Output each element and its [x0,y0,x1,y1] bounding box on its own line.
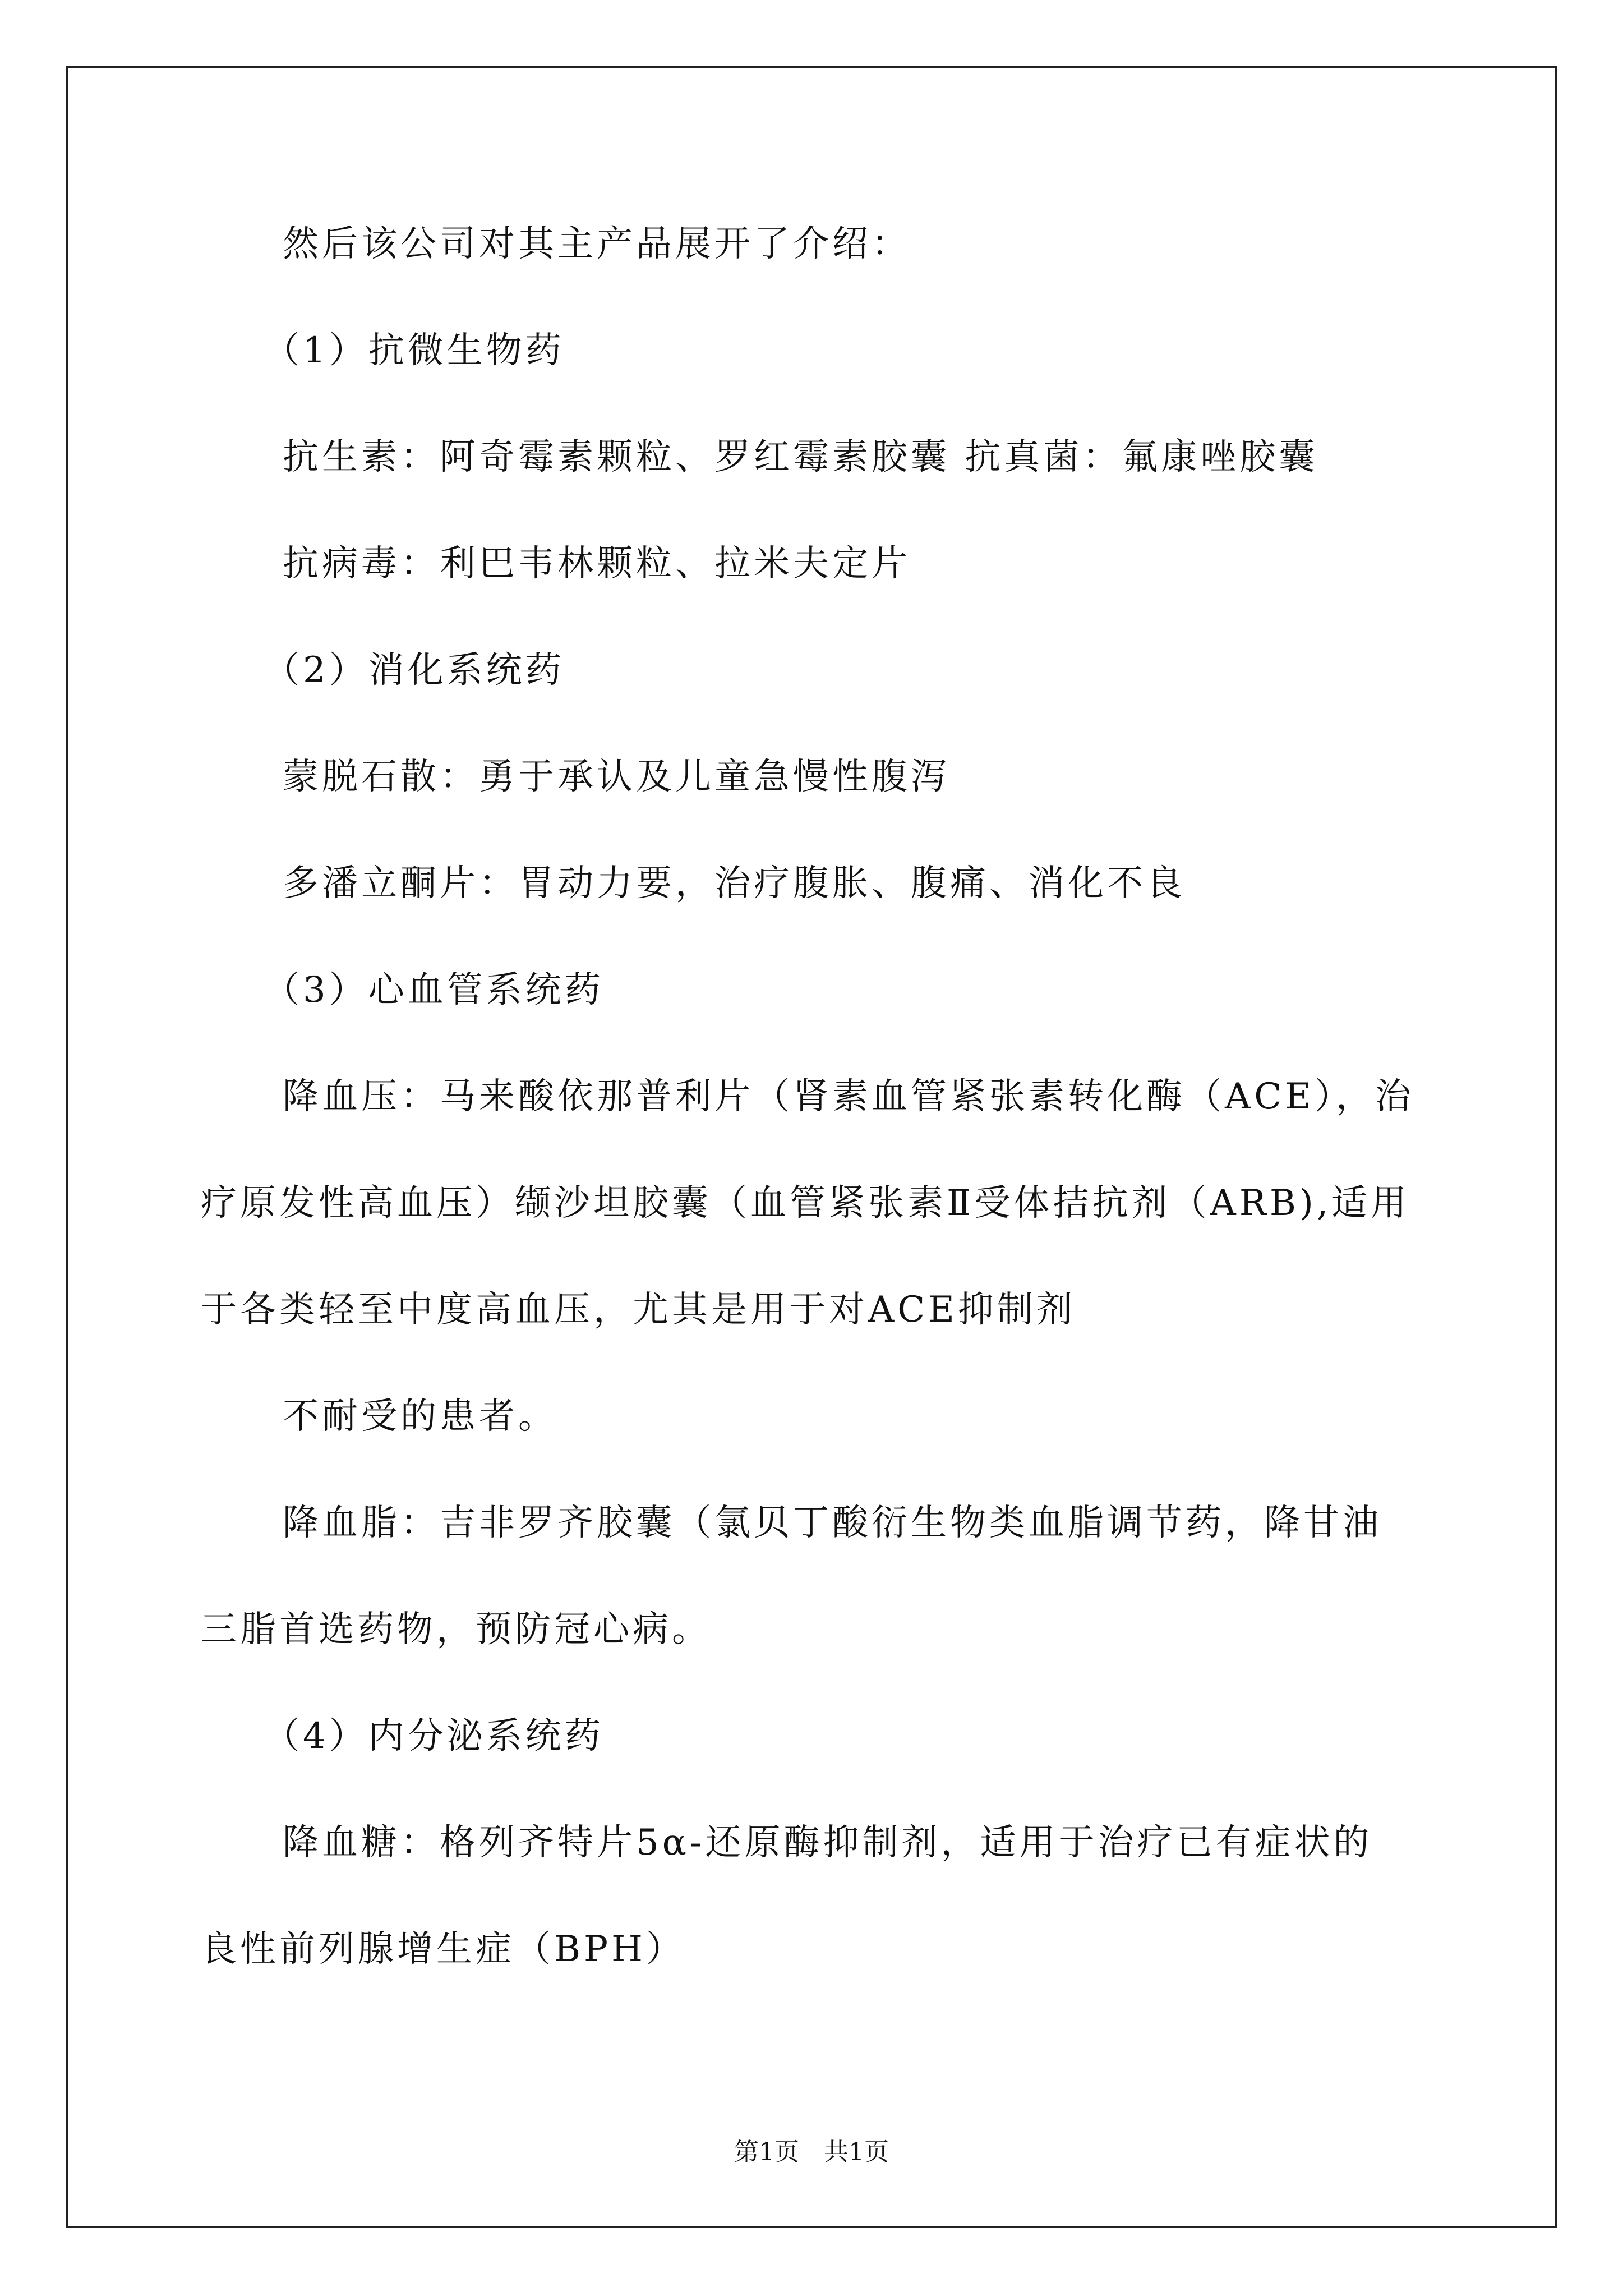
section-heading-antimicrobial: （1）抗微生物药 [264,330,565,371]
paragraph-lipid-lowering-line2: 三脂首选药物，预防冠心病。 [201,1609,711,1650]
paragraph-hypoglycemic-line2: 良性前列腺增生症（BPH） [201,1929,685,1970]
paragraph-antihypertensive-line2: 疗原发性高血压）缬沙坦胶囊（血管紧张素Ⅱ受体拮抗剂（ARB),适用 [201,1182,1410,1224]
section-heading-digestive: （2）消化系统药 [264,650,565,691]
page-footer: 第1页 共1页 [734,2138,889,2166]
paragraph-antiviral: 抗病毒：利巴韦林颗粒、拉米夫定片 [283,543,911,585]
page-border [66,66,1557,2228]
paragraph-hypoglycemic-line1: 降血糖：格列齐特片5α-还原酶抑制剂，适用于治疗已有症状的 [283,1822,1373,1864]
paragraph-domperidone: 多潘立酮片：胃动力要，治疗腹胀、腹痛、消化不良 [283,863,1186,904]
paragraph-antibiotics: 抗生素：阿奇霉素颗粒、罗红霉素胶囊 抗真菌：氟康唑胶囊 [283,436,1318,478]
paragraph-antihypertensive-line1: 降血压：马来酸依那普利片（肾素血管紧张素转化酶（ACE），治 [283,1076,1414,1117]
paragraph-lipid-lowering-line1: 降血脂：吉非罗齐胶囊（氯贝丁酸衍生物类血脂调节药，降甘油 [283,1502,1382,1544]
paragraph-montmorillonite: 蒙脱石散：勇于承认及儿童急慢性腹泻 [283,756,950,798]
paragraph-intro: 然后该公司对其主产品展开了介绍： [283,223,911,265]
paragraph-antihypertensive-line3: 于各类轻至中度高血压，尤其是用于对ACE抑制剂 [201,1289,1076,1331]
paragraph-intolerant-patients: 不耐受的患者。 [283,1396,557,1437]
section-heading-endocrine: （4）内分泌系统药 [264,1715,604,1757]
section-heading-cardiovascular: （3）心血管系统药 [264,969,604,1011]
